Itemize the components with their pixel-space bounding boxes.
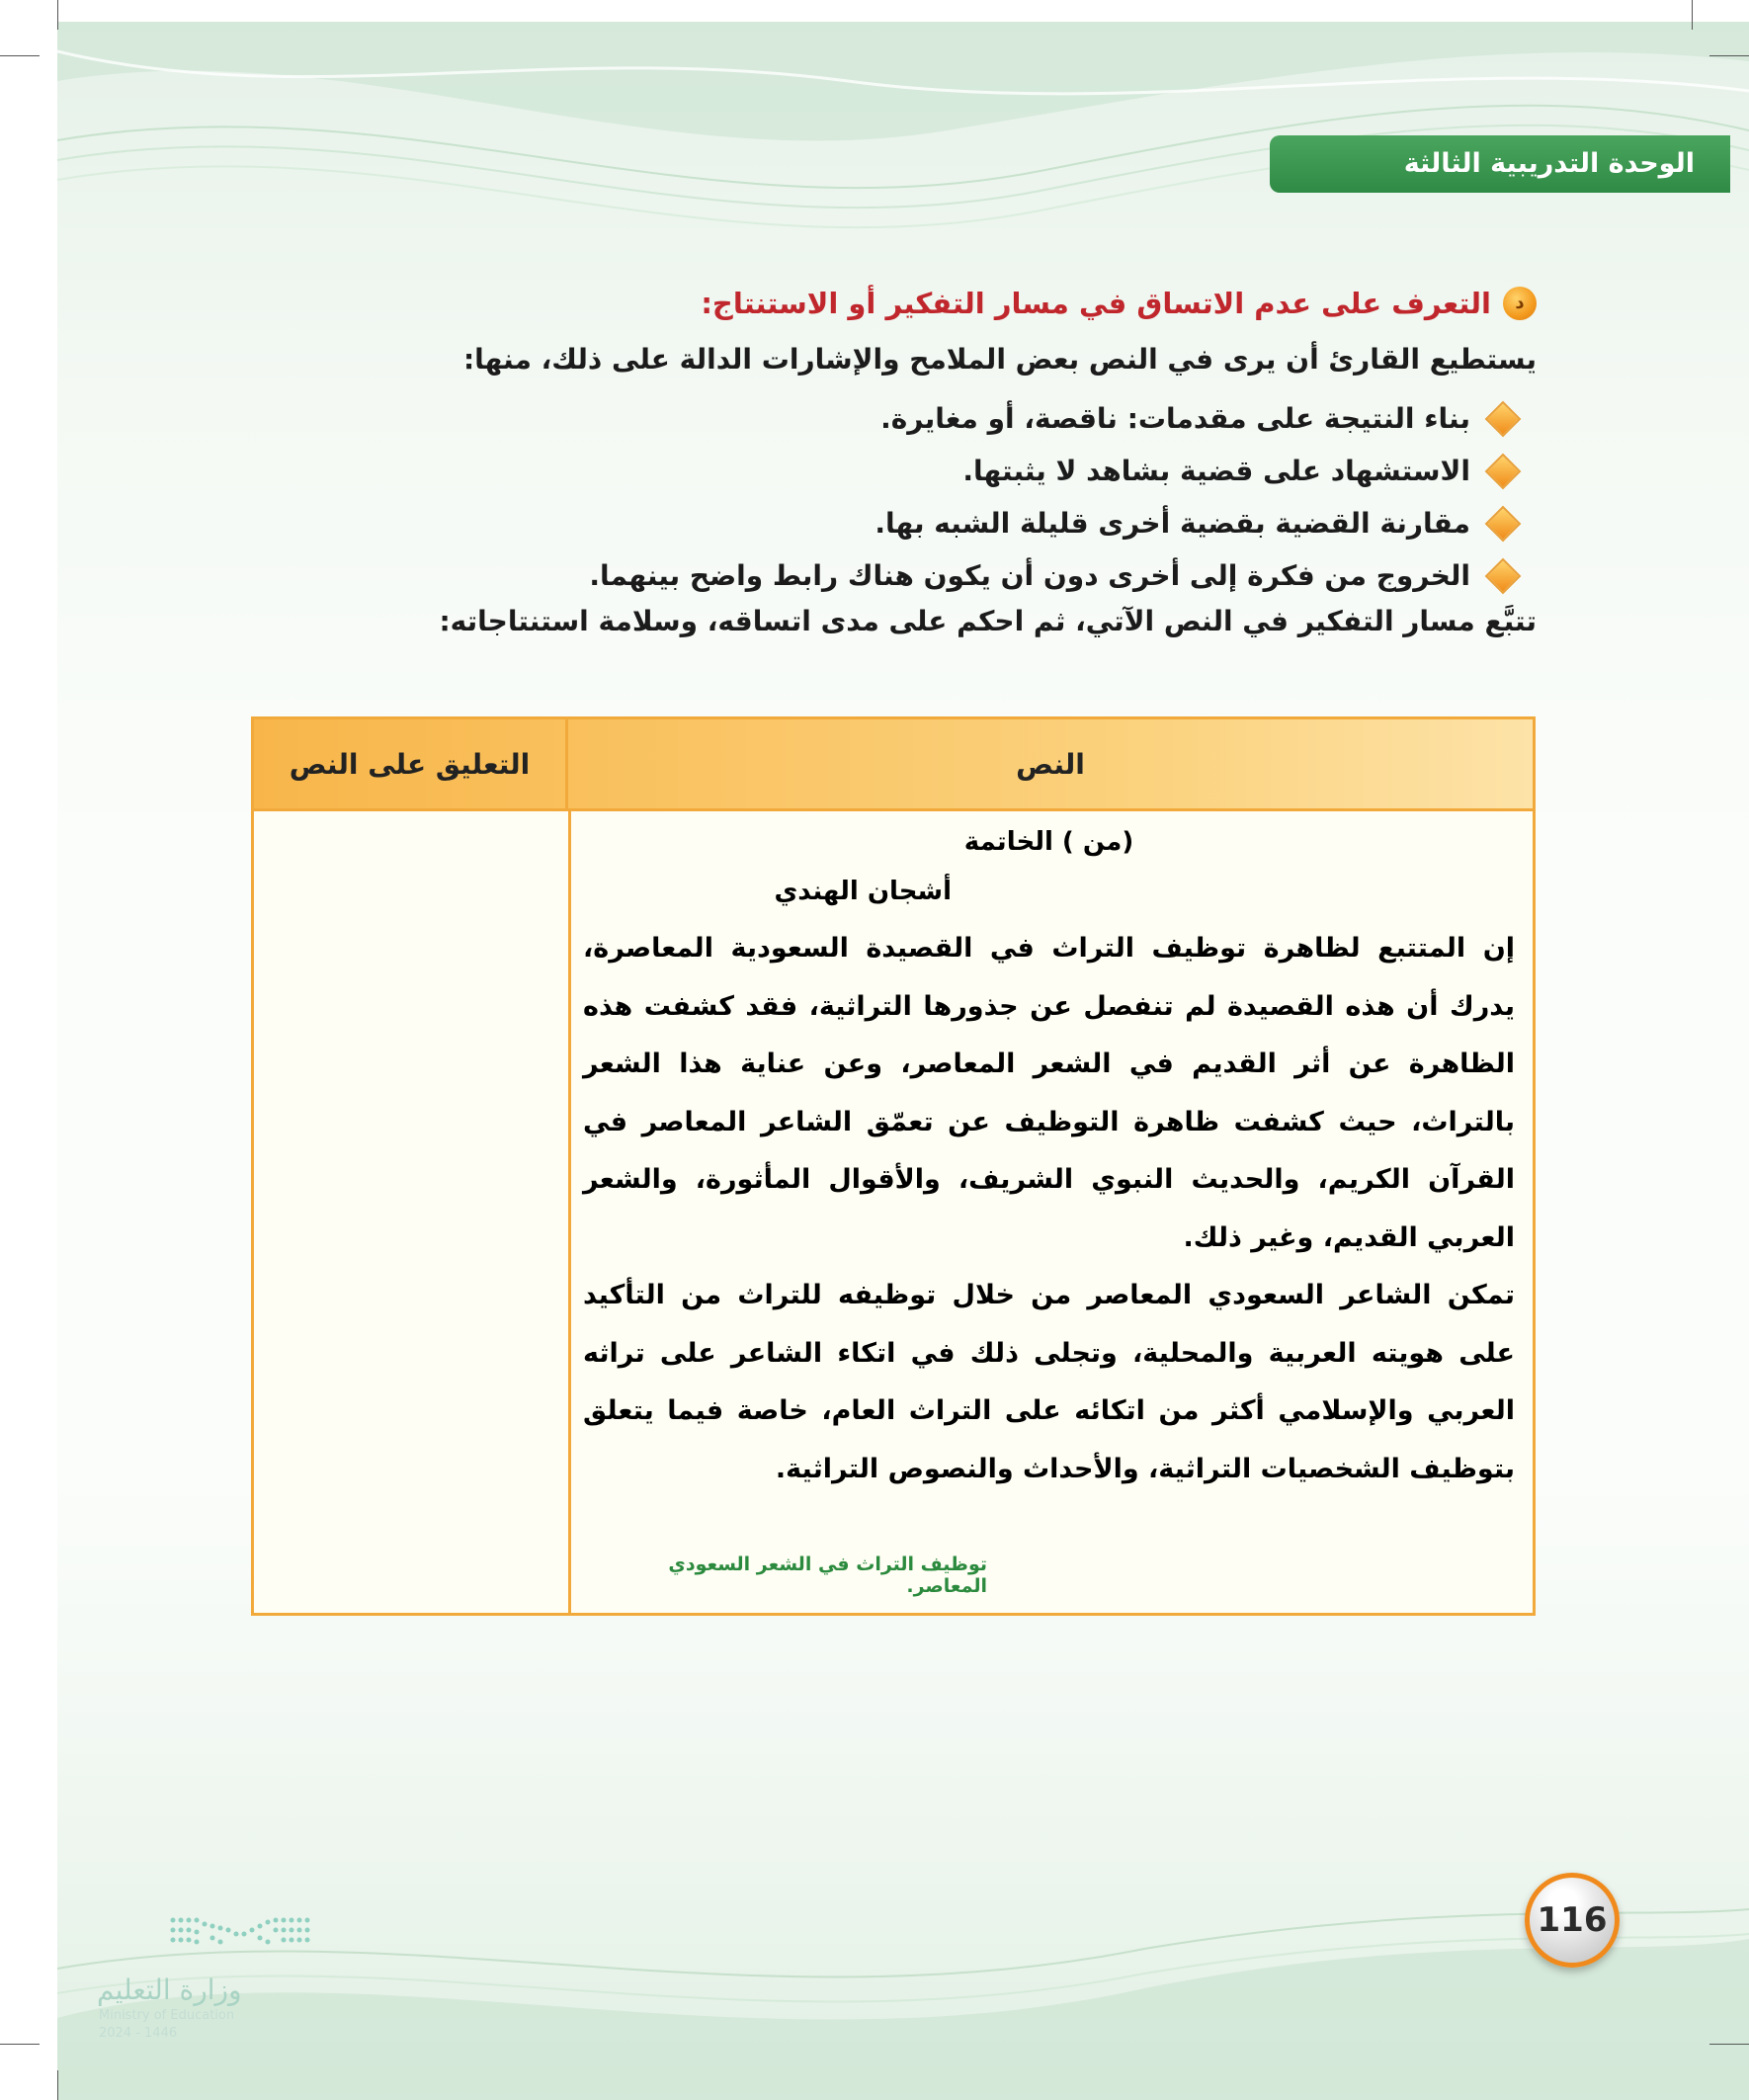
diamond-bullet-icon — [1485, 557, 1522, 594]
unit-title-tab: الوحدة التدريبية الثالثة — [1270, 135, 1730, 193]
instruction-text: تتبَّع مسار التفكير في النص الآتي، ثم احكم على مدى اتساقه، وسلامة استنتاجاته: — [439, 605, 1537, 637]
table-row — [254, 811, 1533, 1616]
ministry-logo — [97, 1912, 324, 2051]
bullet-list — [208, 392, 1522, 602]
section-heading — [222, 287, 1537, 320]
column-header-text: النص — [565, 719, 1533, 808]
section-letter-badge: د — [1503, 287, 1537, 320]
comment-cell[interactable] — [254, 811, 568, 1616]
text-cell — [568, 811, 1533, 1616]
ministry-logo-icon — [168, 1912, 326, 1962]
list-item: مقارنة القضية بقضية أخرى قليلة الشبه بها. — [208, 497, 1522, 549]
intro-text: يستطيع القارئ أن يرى في النص بعض الملامح والإشارات الدالة على ذلك، منها: — [462, 343, 1537, 376]
excerpt-paragraph: تمكن الشاعر السعودي المعاصر من خلال توظيفه للتراث من التأكيد على هويته العربية والمحلية، وتجلى ذلك في اتكاء الشاعر على تراثه العربي والإسلامي أكثر من اتكائه على التراث العام، خاصة فيما يتعلق بتوظيف الشخصيات التراثية، والأحداث والنصوص التراثية. — [583, 1280, 1515, 1484]
excerpt-paragraph: إن المتتبع لظاهرة توظيف التراث في القصيدة السعودية المعاصرة، يدرك أن هذه القصيدة لم تنفصل عن جذورها التراثية، فقد كشفت هذه الظاهرة عن أثر القديم في الشعر المعاصر، وعن عناية هذا الشعر بالتراث، حيث كشفت ظاهرة التوظيف عن تعمّق الشاعر المعاصر في القرآن الكريم، والحديث النبوي الشريف، والأقوال المأثورة، والشعر العربي القديم، وغير ذلك. — [583, 933, 1515, 1253]
table-header — [254, 719, 1533, 811]
page-number-badge — [1525, 1873, 1629, 1977]
section-heading-text: التعرف على عدم الاتساق في مسار التفكير أو الاستنتاج: — [701, 287, 1491, 320]
crop-mark — [1709, 55, 1749, 56]
column-header-comment: التعليق على النص — [289, 747, 531, 781]
diamond-bullet-icon — [1485, 400, 1522, 437]
crop-mark — [1692, 0, 1693, 30]
ministry-name-ar: وزارة التعليم — [97, 1974, 242, 2006]
excerpt-title: (من ) الخاتمة — [963, 827, 1134, 857]
crop-mark — [57, 0, 58, 30]
diamond-bullet-icon — [1485, 505, 1522, 542]
crop-mark — [0, 2044, 40, 2045]
crop-mark — [1709, 2044, 1749, 2045]
list-item: بناء النتيجة على مقدمات: ناقصة، أو مغايرة. — [208, 392, 1522, 445]
ministry-name-en: Ministry of Education — [99, 2008, 235, 2023]
list-item: الاستشهاد على قضية بشاهد لا يثبتها. — [208, 445, 1522, 497]
diamond-bullet-icon — [1485, 453, 1522, 489]
crop-mark — [57, 2070, 58, 2100]
excerpt-author: أشجان الهندي — [774, 877, 952, 906]
text-analysis-table — [251, 716, 1536, 1616]
page-number: 116 — [1525, 1873, 1620, 1968]
list-item: الخروج من فكرة إلى أخرى دون أن يكون هناك رابط واضح بينهما. — [208, 549, 1522, 602]
excerpt-source: توظيف التراث في الشعر السعودي المعاصر. — [668, 1554, 987, 1597]
ministry-year: 2024 - 1446 — [99, 2026, 178, 2041]
crop-mark — [0, 55, 40, 56]
